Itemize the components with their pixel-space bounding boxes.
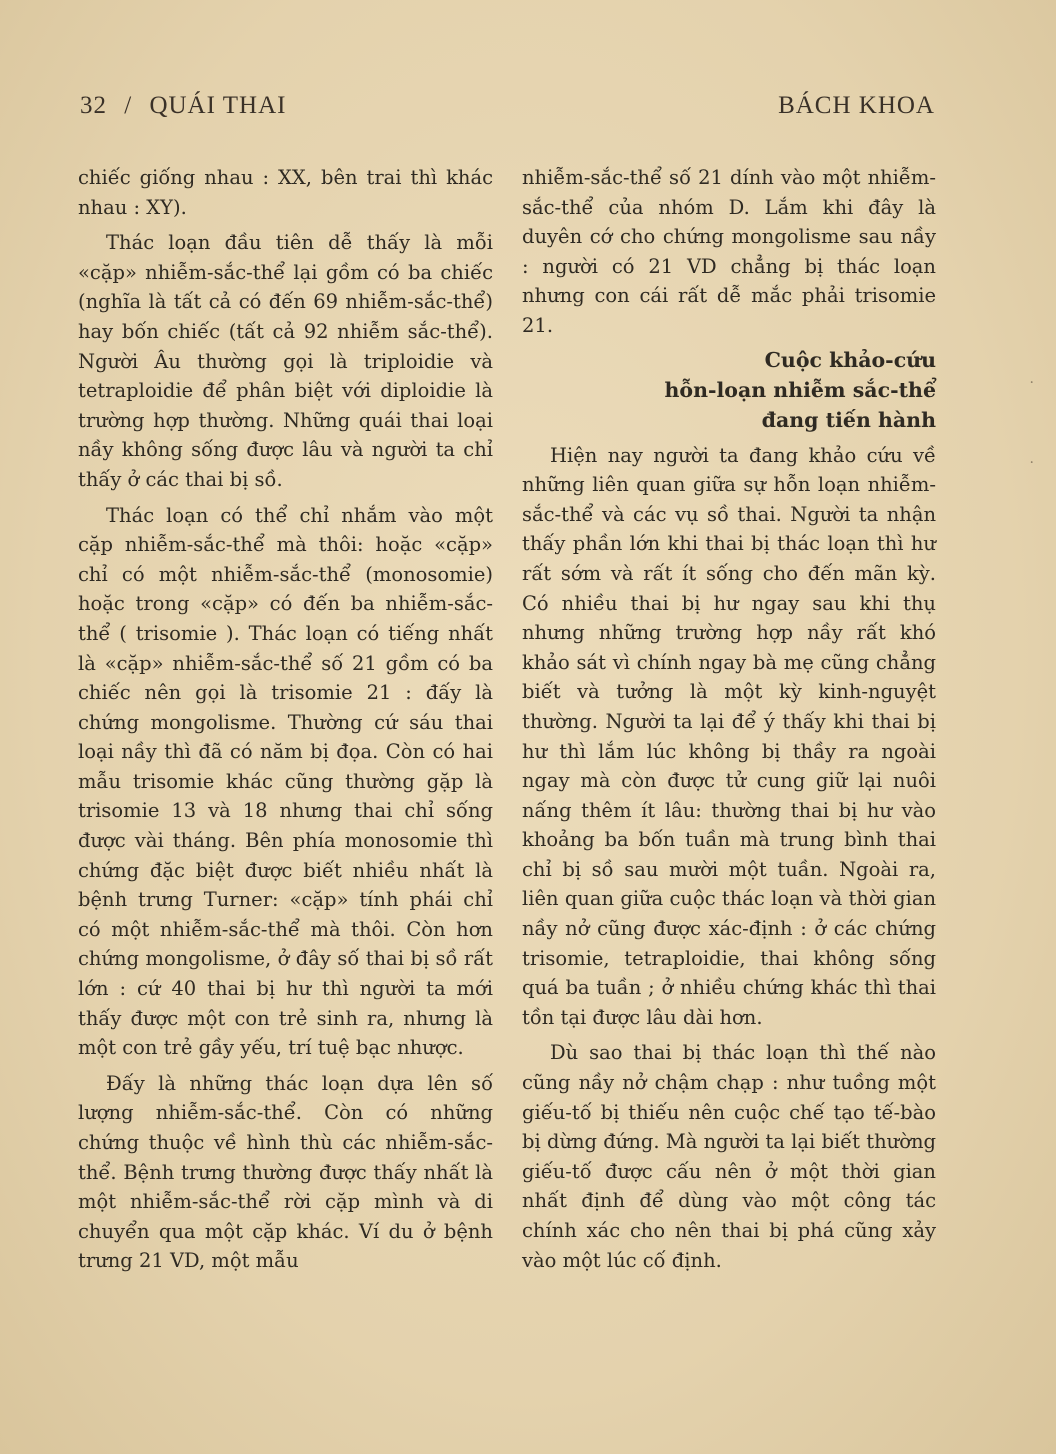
heading-line: đang tiến hành: [761, 407, 936, 432]
left-column: [78, 163, 493, 1276]
header-left: [80, 92, 296, 120]
paragraph: Đấy là những thác loạn dựa lên số lượng nhiễm-sắc-thể. Còn có những chứng thuộc về hình thù các nhiễm-sắc-thể. Bệnh trưng thường được thấy nhất là một nhiễm-sắc-thể rời cặp mình và di chuyển qua một cặp khác. Ví du ở bệnh trưng 21 VD, một mẫu: [78, 1071, 493, 1273]
paragraph: Thác loạn có thể chỉ nhắm vào một cặp nhiễm-sắc-thể mà thôi: hoặc «cặp» chỉ có một nhiễm-sắc-thể (monosomie) hoặc trong «cặp» có đến ba nhiễm-sắc-thể ( trisomie ). Thác loạn có tiếng nhất là «cặp» nhiễm-sắc-thể số 21 gồm có ba chiếc nên gọi là trisomie 21 : đấy là chứng mongolisme. Thường cứ sáu thai loại nầy thì đã có năm bị đọa. Còn có hai mẫu trisomie khác cũng thường gặp là trisomie 13 và 18 nhưng thai chỉ sống được vài tháng. Bên phía monosomie thì chứng đặc biệt được biết nhiều nhất là bệnh trưng Turner: «cặp» tính phái chỉ có một nhiễm-sắc-thể mà thôi. Còn hơn chứng mongolisme, ở đây số thai bị sồ rất lớn : cứ 40 thai bị hư thì người ta mới thấy được một con trẻ sinh ra, nhưng là một con trẻ gầy yếu, trí tuệ bạc nhược.: [78, 503, 493, 1060]
paragraph: Thác loạn đầu tiên dễ thấy là mỗi «cặp» nhiễm-sắc-thể lại gồm có ba chiếc (nghĩa là tất cả có đến 69 nhiễm-sắc-thể) hay bốn chiếc (tất cả 92 nhiễm sắc-thể). Người Âu thường gọi là triploidie và tetraploidie để phân biệt với diploidie là trường hợp thường. Những quái thai loại nầy không sống được lâu và người ta chỉ thấy ở các thai bị sồ.: [78, 231, 493, 491]
margin-speck-icon: ·: [1029, 455, 1034, 471]
header-separator: /: [124, 92, 133, 119]
publication-title: BÁCH KHOA: [778, 92, 935, 119]
section-title: QUÁI THAI: [149, 92, 287, 119]
page-number: 32: [80, 92, 107, 119]
margin-speck-icon: ·: [1029, 375, 1034, 391]
heading-line: Cuộc khảo-cứu: [764, 347, 936, 372]
heading-line: hỗn-loạn nhiễm sắc-thể: [664, 377, 936, 402]
page-header: [80, 92, 935, 132]
paragraph: Dù sao thai bị thác loạn thì thế nào cũng nầy nở chậm chạp : như tuồng một giếu-tố bị thiếu nên cuộc chế tạo tế-bào bị dừng đứng. Mà người ta lại biết thường giếu-tố được cấu nên ở một thời gian nhất định để dùng vào một công tác chính xác cho nên thai bị phá cũng xảy vào một lúc cố định.: [522, 1041, 936, 1272]
right-column: [522, 163, 936, 1275]
paragraph: Hiện nay người ta đang khảo cứu về những liên quan giữa sự hỗn loạn nhiễm-sắc-thể và các vụ sồ thai. Người ta nhận thấy phần lớn khi thai bị thác loạn thì hư rất sớm và rất ít sống cho đến mãn kỳ. Có nhiều thai bị hư ngay sau khi thụ nhưng những trường hợp nầy rất khó khảo sát vì chính ngay bà mẹ cũng chẳng biết và tưởng là một kỳ kinh-nguyệt thường. Người ta lại để ý thấy khi thai bị hư thì lắm lúc không bị thầy ra ngoài ngay mà còn được tử cung giữ lại nuôi nấng thêm ít lâu: thường thai bị hư vào khoảng ba bốn tuần mà trung bình thai chỉ bị sồ sau mười một tuần. Ngoài ra, liên quan giữa cuộc thác loạn và thời gian nầy nở cũng được xác-định : ở các chứng trisomie, tetraploidie, thai không sống quá ba tuần ; ở nhiều chứng khác thì thai tồn tại được lâu dài hơn.: [522, 443, 936, 1029]
paragraph: chiếc giống nhau : XX, bên trai thì khác nhau : XY).: [78, 166, 493, 219]
section-heading: [522, 345, 936, 435]
paragraph: nhiễm-sắc-thể số 21 dính vào một nhiễm-sắc-thể của nhóm D. Lắm khi đây là duyên cớ cho chứng mongolisme sau nầy : người có 21 VD chẳng bị thác loạn nhưng con cái rất dễ mắc phải trisomie 21.: [522, 166, 936, 337]
